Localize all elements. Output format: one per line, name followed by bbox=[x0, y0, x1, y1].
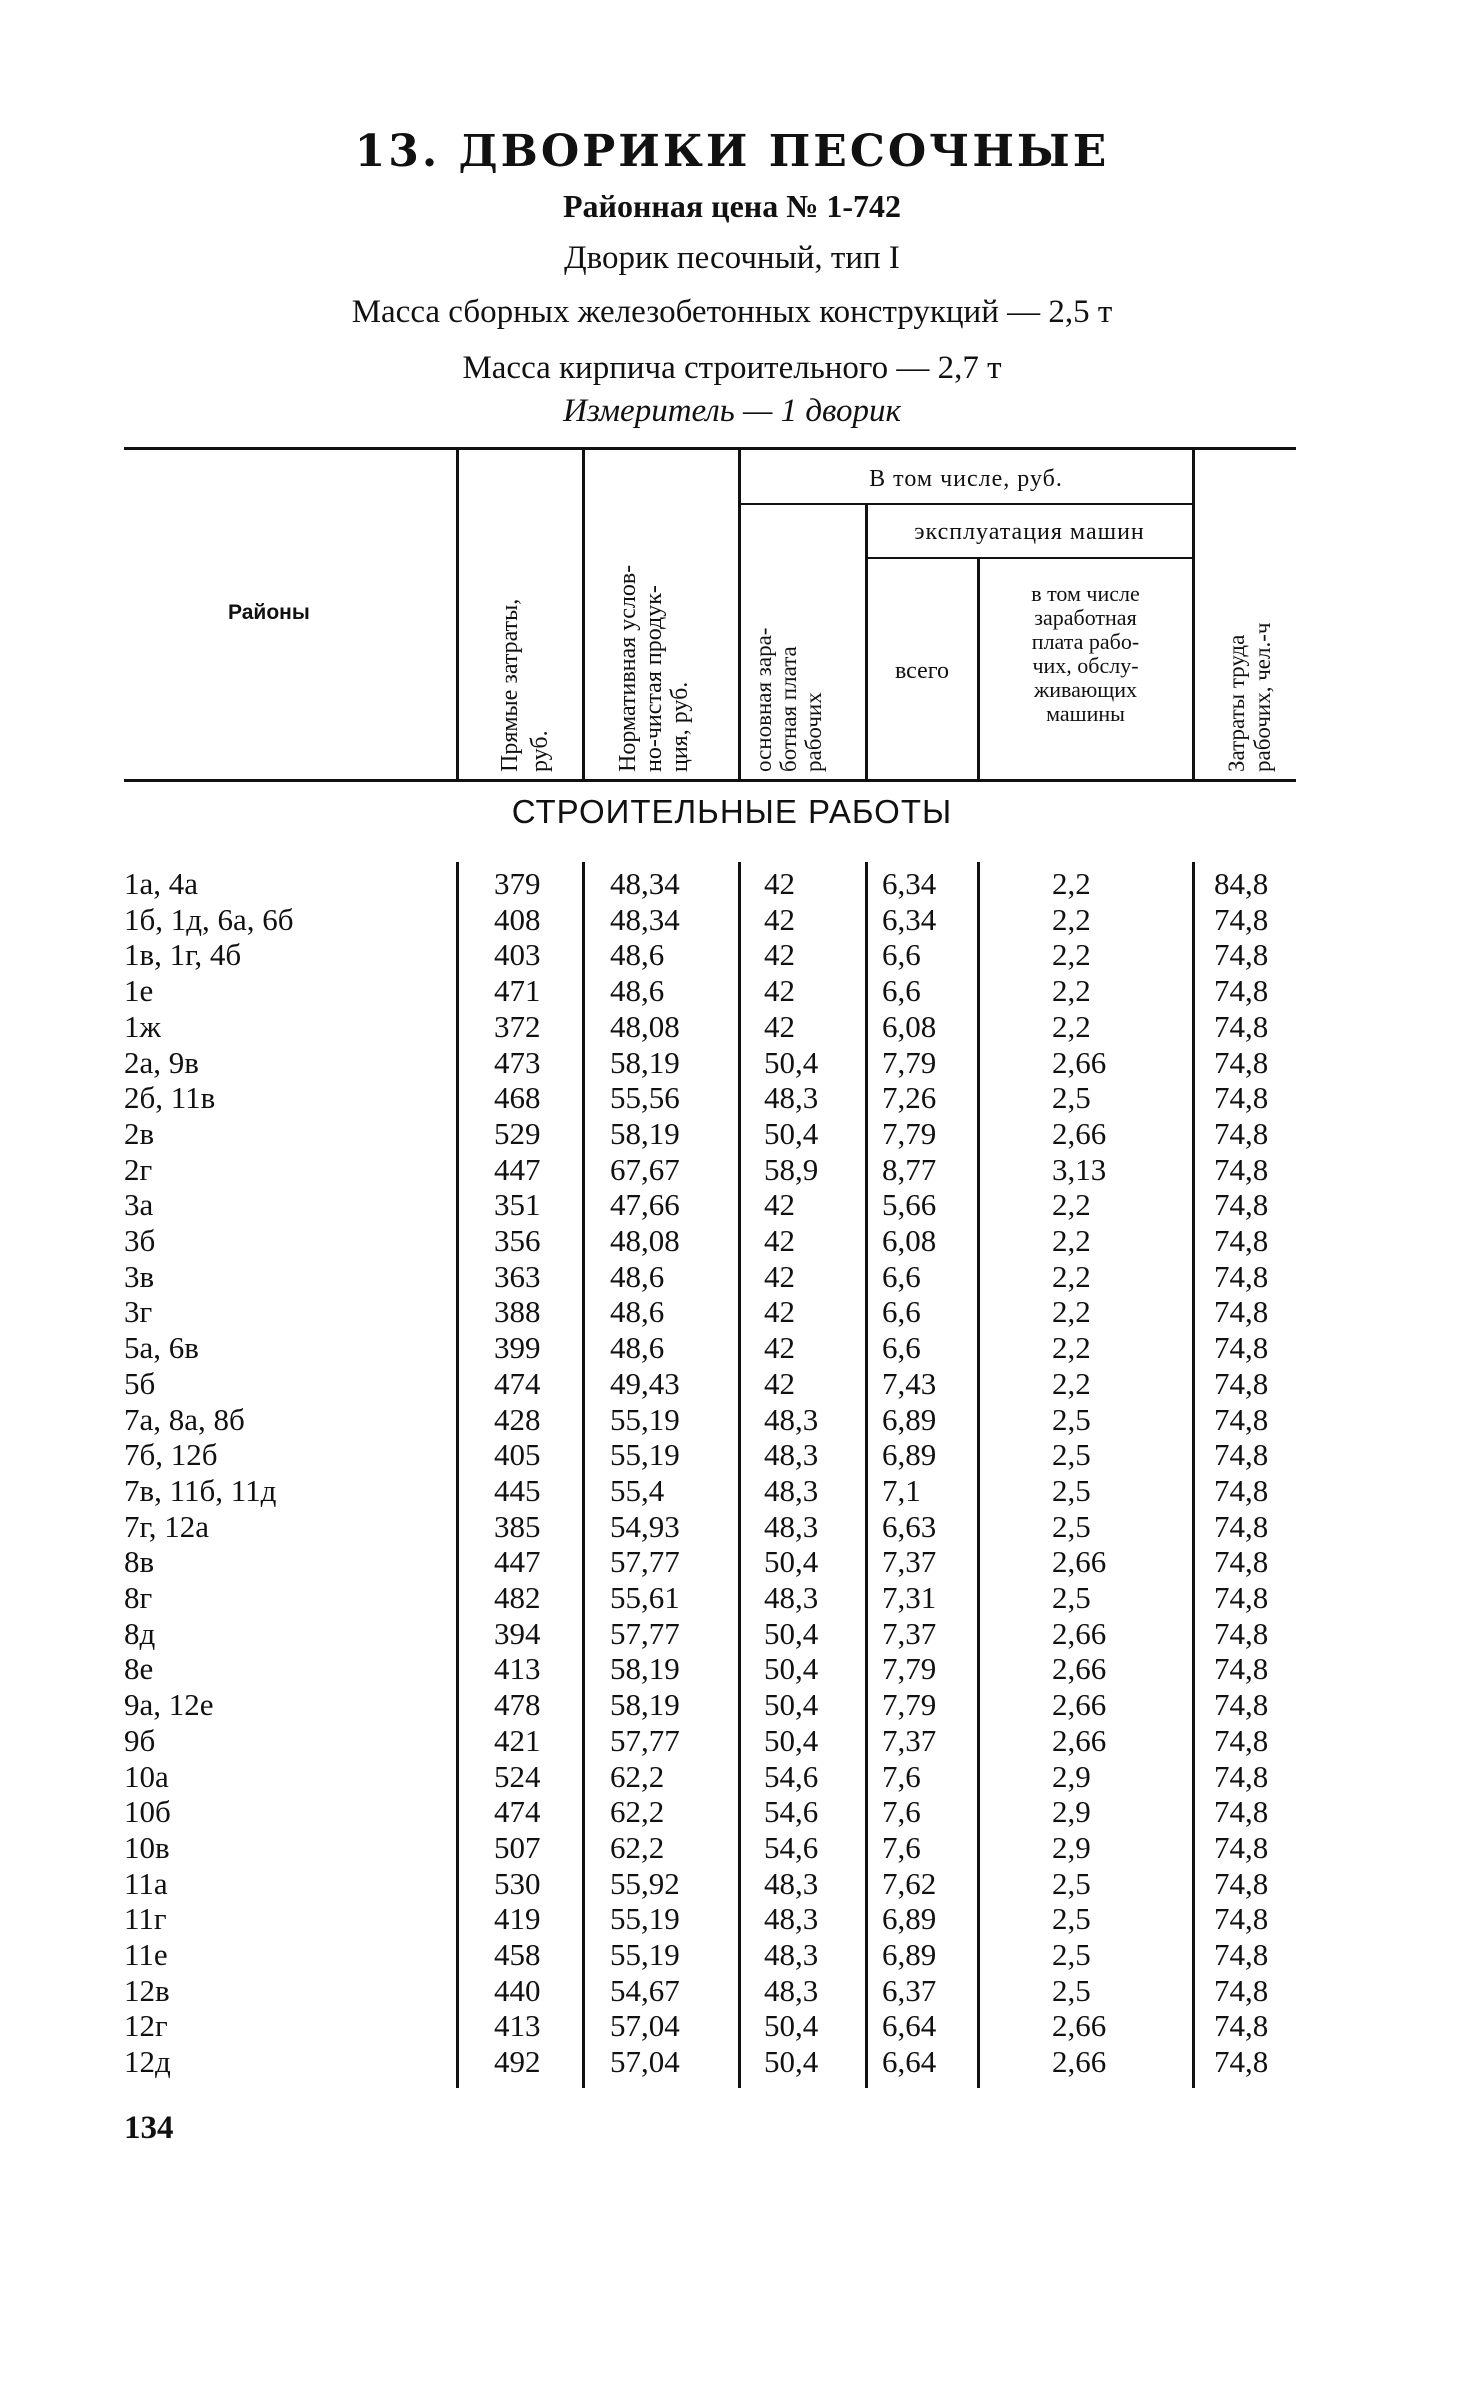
direct-cost-cell: 363 bbox=[494, 1258, 541, 1294]
direct-cost-cell: 492 bbox=[494, 2044, 541, 2080]
region-cell: 12д bbox=[124, 2044, 171, 2080]
body-divider bbox=[1192, 862, 1195, 2088]
normative-output-cell: 57,77 bbox=[610, 1544, 680, 1580]
concrete-mass: Масса сборных железобетонных конструкций — 2,5 т bbox=[351, 294, 1113, 330]
machines-total-cell: 6,89 bbox=[882, 1401, 937, 1437]
base-wage-cell: 42 bbox=[764, 1187, 795, 1223]
machines-total-cell: 7,6 bbox=[882, 1829, 921, 1865]
base-wage-cell: 42 bbox=[764, 866, 795, 901]
base-wage-cell: 48,3 bbox=[764, 1437, 819, 1473]
direct-cost-cell: 458 bbox=[494, 1937, 541, 1972]
base-wage-cell: 42 bbox=[764, 973, 795, 1009]
labor-cost-cell: 74,8 bbox=[1214, 1722, 1269, 1758]
labor-cost-cell: 74,8 bbox=[1214, 1365, 1269, 1401]
body-divider bbox=[977, 862, 980, 2088]
labor-cost-cell: 74,8 bbox=[1214, 1008, 1269, 1044]
direct-cost-cell: 468 bbox=[494, 1080, 541, 1116]
region-cell: 1а, 4а bbox=[124, 866, 199, 901]
region-cell: 10б bbox=[124, 1794, 171, 1830]
machines-total-cell: 6,6 bbox=[882, 1258, 921, 1294]
base-wage-cell: 50,4 bbox=[764, 1722, 819, 1758]
machine-worker-wage-cell: 2,66 bbox=[1052, 1722, 1107, 1758]
region-cell: 2а, 9в bbox=[124, 1044, 199, 1080]
region-cell: 8д bbox=[124, 1615, 156, 1651]
direct-cost-cell: 372 bbox=[494, 1008, 541, 1044]
body-divider bbox=[456, 862, 459, 2088]
body-divider bbox=[738, 862, 741, 2088]
labor-cost-cell: 74,8 bbox=[1214, 1044, 1269, 1080]
labor-cost-cell: 74,8 bbox=[1214, 937, 1269, 973]
machines-total-cell: 7,1 bbox=[882, 1472, 921, 1508]
normative-output-cell: 54,67 bbox=[610, 1972, 680, 2008]
normative-output-cell: 48,08 bbox=[610, 1223, 680, 1258]
normative-output-cell: 48,34 bbox=[610, 901, 680, 937]
region-cell: 3г bbox=[124, 1294, 153, 1330]
normative-output-cell: 48,34 bbox=[610, 866, 680, 901]
brick-mass: Масса кирпича строительного — 2,7 т bbox=[462, 350, 1002, 386]
base-wage-cell: 48,3 bbox=[764, 1580, 819, 1615]
base-wage-cell: 48,3 bbox=[764, 1901, 819, 1937]
machines-total-cell: 7,43 bbox=[882, 1365, 937, 1401]
labor-cost-cell: 74,8 bbox=[1214, 1901, 1269, 1937]
region-cell: 9б bbox=[124, 1722, 156, 1758]
labor-cost-cell: 74,8 bbox=[1214, 1508, 1269, 1544]
header-divider bbox=[865, 505, 868, 779]
machine-worker-wage-cell: 2,66 bbox=[1052, 1651, 1107, 1687]
region-cell: 1б, 1д, 6а, 6б bbox=[124, 901, 294, 937]
normative-output-cell: 48,6 bbox=[610, 937, 665, 973]
machines-total-cell: 6,08 bbox=[882, 1223, 937, 1258]
region-cell: 5а, 6в bbox=[124, 1330, 199, 1366]
region-cell: 11г bbox=[124, 1901, 167, 1937]
labor-cost-cell: 74,8 bbox=[1214, 1972, 1269, 2008]
labor-cost-cell: 74,8 bbox=[1214, 1115, 1269, 1151]
machines-total-cell: 7,79 bbox=[882, 1651, 937, 1687]
machine-worker-wage-cell: 2,66 bbox=[1052, 1687, 1107, 1723]
machine-worker-wage-cell: 2,9 bbox=[1052, 1758, 1091, 1794]
region-cell: 7в, 11б, 11д bbox=[124, 1472, 277, 1508]
machines-total-cell: 7,79 bbox=[882, 1044, 937, 1080]
base-wage-cell: 50,4 bbox=[764, 1651, 819, 1687]
normative-output-cell: 55,19 bbox=[610, 1937, 680, 1972]
machines-total-cell: 8,77 bbox=[882, 1151, 937, 1187]
table-top-rule bbox=[124, 447, 1296, 450]
table-header-bottom-rule bbox=[124, 779, 1296, 782]
unit-of-measure: Измеритель — 1 дворик bbox=[563, 393, 901, 429]
region-cell: 7б, 12б bbox=[124, 1437, 218, 1473]
direct-cost-cell: 388 bbox=[494, 1294, 541, 1330]
machines-total-cell: 6,89 bbox=[882, 1901, 937, 1937]
column-header-labor: Затраты труда рабочих, чел.-ч bbox=[1224, 622, 1275, 772]
machine-worker-wage-cell: 2,2 bbox=[1052, 1365, 1091, 1401]
direct-cost-cell: 403 bbox=[494, 937, 541, 973]
base-wage-cell: 54,6 bbox=[764, 1794, 819, 1830]
machine-worker-wage-cell: 2,2 bbox=[1052, 1294, 1091, 1330]
normative-output-cell: 55,19 bbox=[610, 1437, 680, 1473]
machines-total-cell: 6,6 bbox=[882, 1330, 921, 1366]
direct-cost-cell: 413 bbox=[494, 1651, 541, 1687]
price-reference: Районная цена № 1-742 bbox=[562, 188, 902, 224]
labor-cost-cell: 74,8 bbox=[1214, 1223, 1269, 1258]
region-cell: 7а, 8а, 8б bbox=[124, 1401, 245, 1437]
machine-worker-wage-cell: 2,66 bbox=[1052, 2008, 1107, 2044]
machine-worker-wage-cell: 2,5 bbox=[1052, 1901, 1091, 1937]
machines-total-cell: 7,6 bbox=[882, 1794, 921, 1830]
machine-worker-wage-cell: 2,5 bbox=[1052, 1972, 1091, 2008]
labor-cost-cell: 74,8 bbox=[1214, 1937, 1269, 1972]
labor-cost-cell: 74,8 bbox=[1214, 1758, 1269, 1794]
region-cell: 7г, 12а bbox=[124, 1508, 209, 1544]
normative-output-cell: 57,77 bbox=[610, 1615, 680, 1651]
normative-output-cell: 55,4 bbox=[610, 1472, 665, 1508]
direct-cost-cell: 530 bbox=[494, 1865, 541, 1901]
normative-output-cell: 67,67 bbox=[610, 1151, 680, 1187]
machine-worker-wage-line: чих, обслу- bbox=[1032, 653, 1139, 678]
machines-total-cell: 6,37 bbox=[882, 1972, 937, 2008]
section-title: СТРОИТЕЛЬНЫЕ РАБОТЫ bbox=[511, 793, 953, 830]
base-wage-cell: 48,3 bbox=[764, 1937, 819, 1972]
base-wage-cell: 48,3 bbox=[764, 1972, 819, 2008]
machine-worker-wage-cell: 2,2 bbox=[1052, 973, 1091, 1009]
body-divider bbox=[865, 862, 868, 2088]
direct-cost-cell: 419 bbox=[494, 1901, 541, 1937]
base-wage-cell: 54,6 bbox=[764, 1758, 819, 1794]
normative-output-cell: 48,6 bbox=[610, 1258, 665, 1294]
base-wage-cell: 42 bbox=[764, 1008, 795, 1044]
machine-worker-wage-cell: 2,2 bbox=[1052, 1223, 1091, 1258]
normative-output-cell: 55,61 bbox=[610, 1580, 680, 1615]
machine-worker-wage-cell: 2,5 bbox=[1052, 1580, 1091, 1615]
machines-total-cell: 7,6 bbox=[882, 1758, 921, 1794]
base-wage-cell: 58,9 bbox=[764, 1151, 819, 1187]
labor-cost-cell: 74,8 bbox=[1214, 1544, 1269, 1580]
normative-output-cell: 58,19 bbox=[610, 1687, 680, 1723]
machine-worker-wage-cell: 2,5 bbox=[1052, 1865, 1091, 1901]
machines-total-cell: 6,63 bbox=[882, 1508, 937, 1544]
header-divider bbox=[582, 449, 585, 779]
labor-cost-cell: 74,8 bbox=[1214, 1330, 1269, 1366]
region-cell: 3б bbox=[124, 1223, 156, 1258]
base-wage-cell: 42 bbox=[764, 1258, 795, 1294]
direct-cost-cell: 408 bbox=[494, 901, 541, 937]
machine-worker-wage-cell: 2,9 bbox=[1052, 1829, 1091, 1865]
machine-worker-wage-cell: 2,5 bbox=[1052, 1437, 1091, 1473]
base-wage-cell: 50,4 bbox=[764, 1115, 819, 1151]
machine-worker-wage-line: живающих bbox=[1034, 677, 1137, 702]
region-cell: 5б bbox=[124, 1365, 156, 1401]
direct-cost-cell: 482 bbox=[494, 1580, 541, 1615]
machines-total-cell: 7,37 bbox=[882, 1544, 937, 1580]
column-header-machine-worker-wage bbox=[979, 582, 1192, 726]
normative-output-cell: 48,6 bbox=[610, 1294, 665, 1330]
region-cell: 1в, 1г, 4б bbox=[124, 937, 242, 973]
labor-cost-cell: 84,8 bbox=[1214, 866, 1269, 901]
header-divider bbox=[738, 449, 741, 779]
machine-worker-wage-cell: 2,9 bbox=[1052, 1794, 1091, 1830]
labor-cost-cell: 74,8 bbox=[1214, 901, 1269, 937]
region-cell: 11е bbox=[124, 1937, 168, 1972]
normative-output-cell: 62,2 bbox=[610, 1829, 665, 1865]
region-cell: 11а bbox=[124, 1865, 168, 1901]
machines-total-cell: 5,66 bbox=[882, 1187, 937, 1223]
group-divider-rule bbox=[740, 503, 1192, 505]
normative-output-cell: 62,2 bbox=[610, 1758, 665, 1794]
machines-total-cell: 6,64 bbox=[882, 2008, 937, 2044]
normative-output-cell: 57,77 bbox=[610, 1722, 680, 1758]
normative-output-cell: 58,19 bbox=[610, 1115, 680, 1151]
machine-worker-wage-cell: 2,66 bbox=[1052, 1544, 1107, 1580]
labor-cost-cell: 74,8 bbox=[1214, 1401, 1269, 1437]
base-wage-cell: 50,4 bbox=[764, 2008, 819, 2044]
direct-cost-cell: 379 bbox=[494, 866, 541, 901]
base-wage-cell: 42 bbox=[764, 937, 795, 973]
region-cell: 1е bbox=[124, 973, 154, 1009]
region-cell: 12в bbox=[124, 1972, 170, 2008]
normative-output-cell: 57,04 bbox=[610, 2044, 680, 2080]
region-cell: 3в bbox=[124, 1258, 155, 1294]
normative-output-cell: 49,43 bbox=[610, 1365, 680, 1401]
machines-total-cell: 6,6 bbox=[882, 937, 921, 973]
region-cell: 2в bbox=[124, 1115, 155, 1151]
direct-cost-cell: 405 bbox=[494, 1437, 541, 1473]
column-header-including: В том числе, руб. bbox=[869, 466, 1063, 492]
base-wage-cell: 48,3 bbox=[764, 1401, 819, 1437]
machines-total-cell: 6,89 bbox=[882, 1437, 937, 1473]
labor-cost-cell: 74,8 bbox=[1214, 973, 1269, 1009]
machine-worker-wage-cell: 2,5 bbox=[1052, 1508, 1091, 1544]
labor-cost-cell: 74,8 bbox=[1214, 1187, 1269, 1223]
labor-cost-cell: 74,8 bbox=[1214, 1151, 1269, 1187]
region-cell: 8е bbox=[124, 1651, 154, 1687]
normative-output-cell: 58,19 bbox=[610, 1044, 680, 1080]
direct-cost-cell: 474 bbox=[494, 1794, 541, 1830]
normative-output-cell: 55,19 bbox=[610, 1401, 680, 1437]
base-wage-cell: 48,3 bbox=[764, 1472, 819, 1508]
machine-worker-wage-cell: 2,66 bbox=[1052, 1615, 1107, 1651]
region-cell: 8г bbox=[124, 1580, 153, 1615]
direct-cost-cell: 447 bbox=[494, 1544, 541, 1580]
normative-output-cell: 48,08 bbox=[610, 1008, 680, 1044]
region-cell: 10в bbox=[124, 1829, 170, 1865]
normative-output-cell: 55,92 bbox=[610, 1865, 680, 1901]
normative-output-cell: 58,19 bbox=[610, 1651, 680, 1687]
machine-worker-wage-cell: 2,5 bbox=[1052, 1401, 1091, 1437]
direct-cost-cell: 473 bbox=[494, 1044, 541, 1080]
machine-worker-wage-line: плата рабо- bbox=[1031, 629, 1140, 654]
labor-cost-cell: 74,8 bbox=[1214, 1865, 1269, 1901]
body-divider bbox=[582, 862, 585, 2088]
base-wage-cell: 54,6 bbox=[764, 1829, 819, 1865]
machines-total-cell: 7,62 bbox=[882, 1865, 937, 1901]
labor-cost-cell: 74,8 bbox=[1214, 1437, 1269, 1473]
region-cell: 12г bbox=[124, 2008, 168, 2044]
region-cell: 2б, 11в bbox=[124, 1080, 216, 1116]
direct-cost-cell: 478 bbox=[494, 1687, 541, 1723]
column-header-direct-costs: Прямые затраты, руб. bbox=[497, 598, 553, 772]
base-wage-cell: 42 bbox=[764, 1365, 795, 1401]
base-wage-cell: 42 bbox=[764, 1330, 795, 1366]
machines-total-cell: 6,6 bbox=[882, 973, 921, 1009]
base-wage-cell: 50,4 bbox=[764, 1687, 819, 1723]
labor-cost-cell: 74,8 bbox=[1214, 2044, 1269, 2080]
machines-total-cell: 7,26 bbox=[882, 1080, 937, 1116]
page-number: 134 bbox=[124, 2110, 174, 2146]
machine-worker-wage-cell: 2,2 bbox=[1052, 1330, 1091, 1366]
base-wage-cell: 50,4 bbox=[764, 1544, 819, 1580]
base-wage-cell: 48,3 bbox=[764, 1508, 819, 1544]
normative-output-cell: 62,2 bbox=[610, 1794, 665, 1830]
normative-output-cell: 55,19 bbox=[610, 1901, 680, 1937]
machines-total-cell: 6,08 bbox=[882, 1008, 937, 1044]
column-header-base-wage: основная зара- ботная плата рабочих bbox=[751, 627, 826, 772]
machine-worker-wage-cell: 2,2 bbox=[1052, 866, 1091, 901]
machine-worker-wage-line: в том числе bbox=[1031, 581, 1140, 606]
machines-total-cell: 6,6 bbox=[882, 1294, 921, 1330]
direct-cost-cell: 421 bbox=[494, 1722, 541, 1758]
machines-total-cell: 7,79 bbox=[882, 1687, 937, 1723]
direct-cost-cell: 447 bbox=[494, 1151, 541, 1187]
column-header-normative-output: Нормативная услов- но-чистая продук- ция, руб. bbox=[615, 564, 693, 772]
labor-cost-cell: 74,8 bbox=[1214, 1472, 1269, 1508]
column-header-machine-operation: эксплуатация машин bbox=[914, 519, 1145, 545]
machines-total-cell: 6,64 bbox=[882, 2044, 937, 2080]
machine-worker-wage-cell: 2,5 bbox=[1052, 1080, 1091, 1116]
base-wage-cell: 42 bbox=[764, 1294, 795, 1330]
machine-worker-wage-line: машины bbox=[1046, 701, 1125, 726]
base-wage-cell: 50,4 bbox=[764, 2044, 819, 2080]
region-cell: 8в bbox=[124, 1544, 155, 1580]
labor-cost-cell: 74,8 bbox=[1214, 1615, 1269, 1651]
base-wage-cell: 42 bbox=[764, 901, 795, 937]
machines-total-cell: 7,79 bbox=[882, 1115, 937, 1151]
normative-output-cell: 48,6 bbox=[610, 1330, 665, 1366]
machine-worker-wage-cell: 2,2 bbox=[1052, 1258, 1091, 1294]
direct-cost-cell: 413 bbox=[494, 2008, 541, 2044]
machine-worker-wage-cell: 3,13 bbox=[1052, 1151, 1107, 1187]
direct-cost-cell: 385 bbox=[494, 1508, 541, 1544]
base-wage-cell: 50,4 bbox=[764, 1615, 819, 1651]
machine-worker-wage-cell: 2,2 bbox=[1052, 1008, 1091, 1044]
machine-worker-wage-cell: 2,66 bbox=[1052, 2044, 1107, 2080]
machines-total-cell: 6,89 bbox=[882, 1937, 937, 1972]
normative-output-cell: 57,04 bbox=[610, 2008, 680, 2044]
column-header-machines-total: всего bbox=[894, 658, 950, 684]
machines-total-cell: 6,34 bbox=[882, 901, 937, 937]
normative-output-cell: 47,66 bbox=[610, 1187, 680, 1223]
machine-worker-wage-cell: 2,5 bbox=[1052, 1472, 1091, 1508]
page-title: 13. ДВОРИКИ ПЕСОЧНЫЕ bbox=[354, 126, 1110, 177]
direct-cost-cell: 474 bbox=[494, 1365, 541, 1401]
base-wage-cell: 50,4 bbox=[764, 1044, 819, 1080]
machine-worker-wage-line: заработная bbox=[1034, 605, 1137, 630]
direct-cost-cell: 440 bbox=[494, 1972, 541, 2008]
labor-cost-cell: 74,8 bbox=[1214, 1294, 1269, 1330]
machine-worker-wage-cell: 2,66 bbox=[1052, 1115, 1107, 1151]
direct-cost-cell: 445 bbox=[494, 1472, 541, 1508]
region-cell: 1ж bbox=[124, 1008, 161, 1044]
direct-cost-cell: 471 bbox=[494, 973, 541, 1009]
machine-worker-wage-cell: 2,2 bbox=[1052, 1187, 1091, 1223]
base-wage-cell: 48,3 bbox=[764, 1865, 819, 1901]
region-cell: 10а bbox=[124, 1758, 169, 1794]
labor-cost-cell: 74,8 bbox=[1214, 1794, 1269, 1830]
base-wage-cell: 48,3 bbox=[764, 1080, 819, 1116]
direct-cost-cell: 507 bbox=[494, 1829, 541, 1865]
normative-output-cell: 55,56 bbox=[610, 1080, 680, 1116]
machine-worker-wage-cell: 2,5 bbox=[1052, 1937, 1091, 1972]
labor-cost-cell: 74,8 bbox=[1214, 1580, 1269, 1615]
region-cell: 3а bbox=[124, 1187, 154, 1223]
header-divider bbox=[456, 449, 459, 779]
machines-divider-rule bbox=[867, 557, 1192, 559]
machines-total-cell: 7,31 bbox=[882, 1580, 937, 1615]
direct-cost-cell: 356 bbox=[494, 1223, 541, 1258]
direct-cost-cell: 529 bbox=[494, 1115, 541, 1151]
machines-total-cell: 7,37 bbox=[882, 1615, 937, 1651]
direct-cost-cell: 351 bbox=[494, 1187, 541, 1223]
direct-cost-cell: 524 bbox=[494, 1758, 541, 1794]
machines-total-cell: 7,37 bbox=[882, 1722, 937, 1758]
normative-output-cell: 54,93 bbox=[610, 1508, 680, 1544]
machine-worker-wage-cell: 2,2 bbox=[1052, 901, 1091, 937]
labor-cost-cell: 74,8 bbox=[1214, 1687, 1269, 1723]
direct-cost-cell: 399 bbox=[494, 1330, 541, 1366]
labor-cost-cell: 74,8 bbox=[1214, 1651, 1269, 1687]
region-cell: 9а, 12е bbox=[124, 1687, 214, 1723]
header-divider bbox=[1192, 449, 1195, 779]
machine-worker-wage-cell: 2,66 bbox=[1052, 1044, 1107, 1080]
column-header-regions: Районы bbox=[228, 601, 310, 624]
machines-total-cell: 6,34 bbox=[882, 866, 937, 901]
labor-cost-cell: 74,8 bbox=[1214, 1829, 1269, 1865]
item-name: Дворик песочный, тип I bbox=[564, 240, 900, 276]
labor-cost-cell: 74,8 bbox=[1214, 1258, 1269, 1294]
normative-output-cell: 48,6 bbox=[610, 973, 665, 1009]
labor-cost-cell: 74,8 bbox=[1214, 1080, 1269, 1116]
direct-cost-cell: 428 bbox=[494, 1401, 541, 1437]
base-wage-cell: 42 bbox=[764, 1223, 795, 1258]
direct-cost-cell: 394 bbox=[494, 1615, 541, 1651]
machine-worker-wage-cell: 2,2 bbox=[1052, 937, 1091, 973]
region-cell: 2г bbox=[124, 1151, 153, 1187]
labor-cost-cell: 74,8 bbox=[1214, 2008, 1269, 2044]
